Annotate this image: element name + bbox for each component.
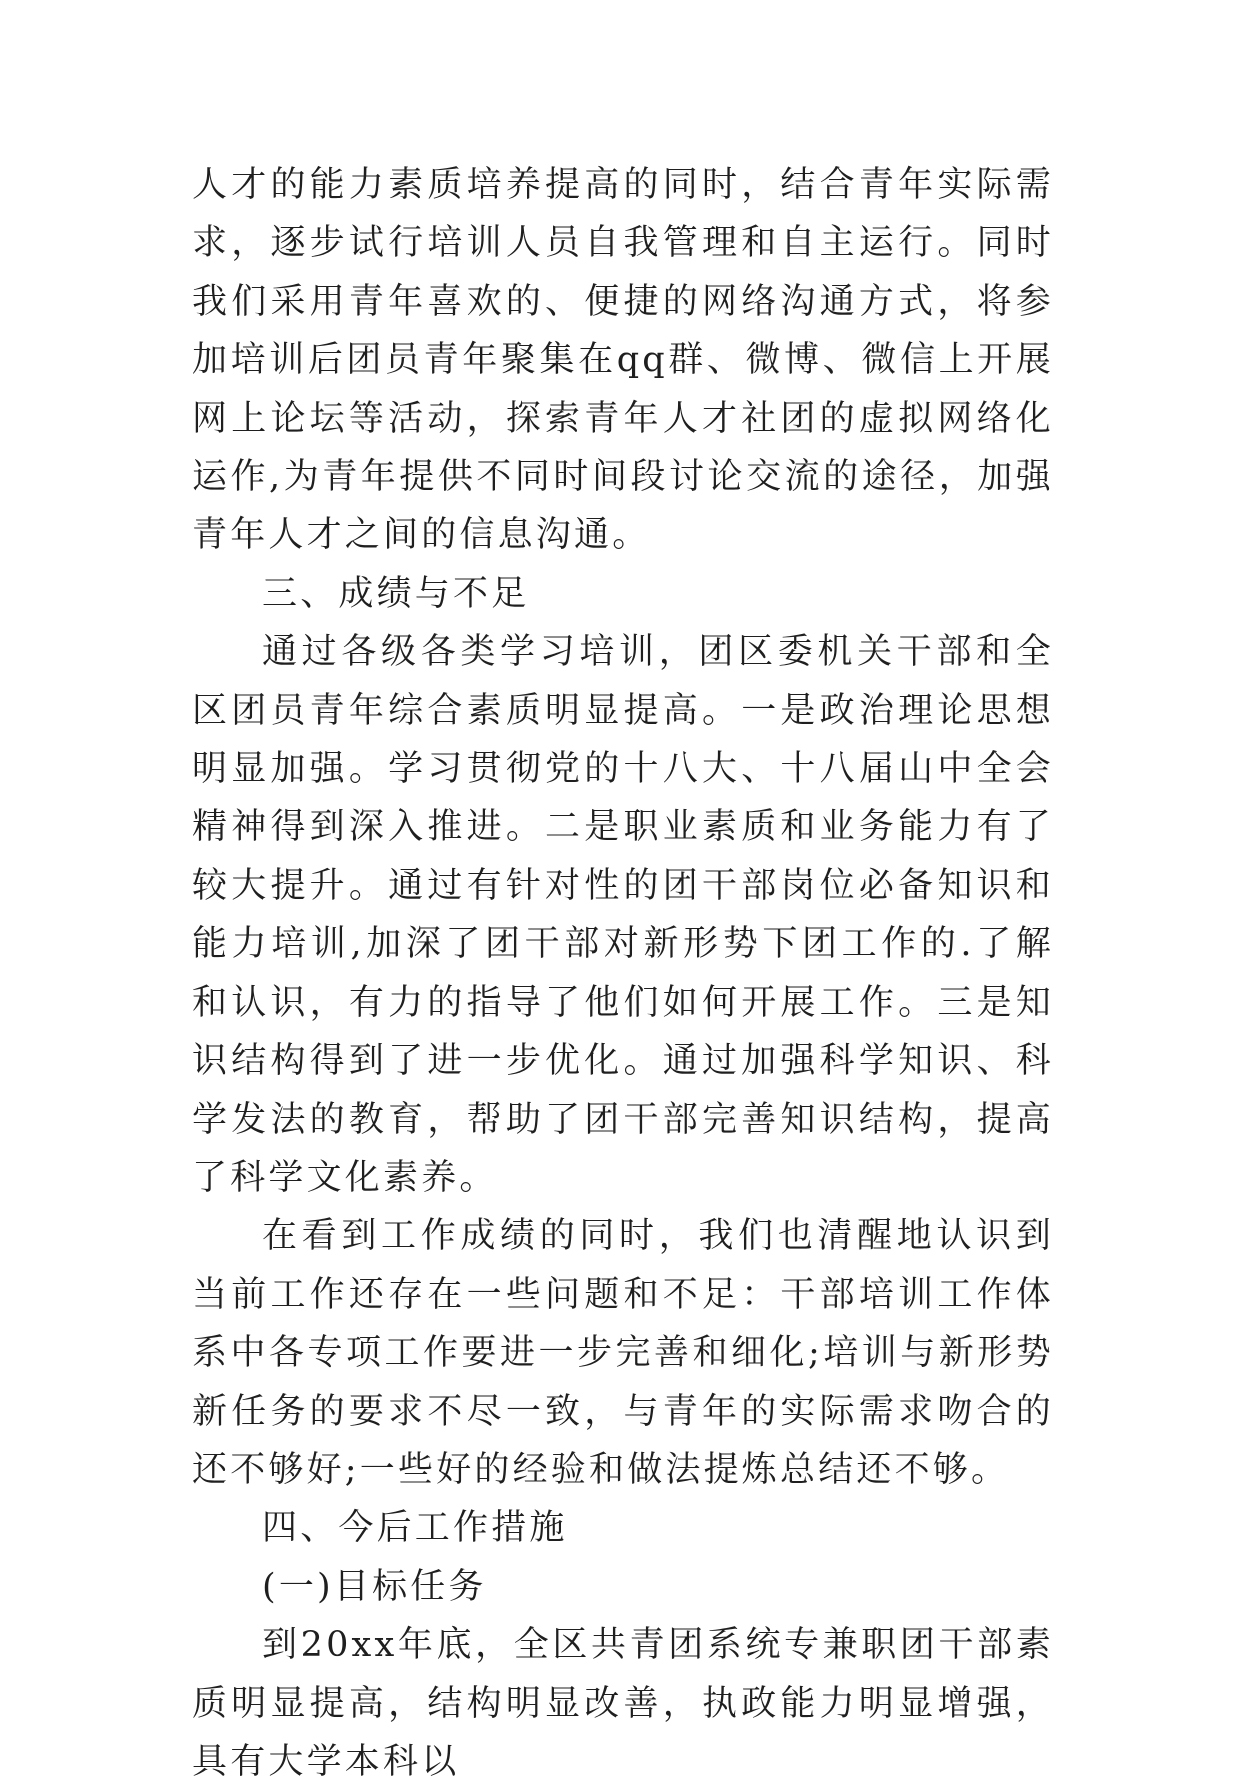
paragraph-continuation: 人才的能力素质培养提高的同时，结合青年实际需求，逐步试行培训人员自我管理和自主运行。同时我们采用青年喜欢的、便捷的网络沟通方式，将参加培训后团员青年聚集在qq群、微博、微信上开展网上论坛等活动，探索青年人才社团的虚拟网络化运作,为青年提供不同时间段讨论交流的途径，加强青年人才之间的信息沟通。 <box>192 165 1054 556</box>
section-heading-4: 四、今后工作措施 <box>262 1508 568 1549</box>
paragraph-targets: 到20xx年底，全区共青团系统专兼职团干部素质明显提高，结构明显改善，执政能力明显增强，具有大学本科以 <box>192 1625 1054 1782</box>
paragraph-shortcomings: 在看到工作成绩的同时，我们也清醒地认识到当前工作还存在一些问题和不足：干部培训工作体系中各专项工作要进一步完善和细化;培训与新形势新任务的要求不尽一致，与青年的实际需求吻合的还不够好;一些好的经验和做法提炼总结还不够。 <box>192 1216 1054 1490</box>
section-heading-3: 三、成绩与不足 <box>262 573 530 614</box>
subsection-heading-1: (一)目标任务 <box>262 1566 487 1607</box>
document-body <box>192 156 1054 1791</box>
paragraph-achievements: 通过各级各类学习培训，团区委机关干部和全区团员青年综合素质明显提高。一是政治理论思想明显加强。学习贯彻党的十八大、十八届山中全会精神得到深入推进。二是职业素质和业务能力有了较大提升。通过有针对性的团干部岗位必备知识和能力培训,加深了团干部对新形势下团工作的.了解和认识，有力的指导了他们如何开展工作。三是知识结构得到了进一步优化。通过加强科学知识、科学发法的教育，帮助了团干部完善知识结构，提高了科学文化素养。 <box>192 632 1054 1198</box>
